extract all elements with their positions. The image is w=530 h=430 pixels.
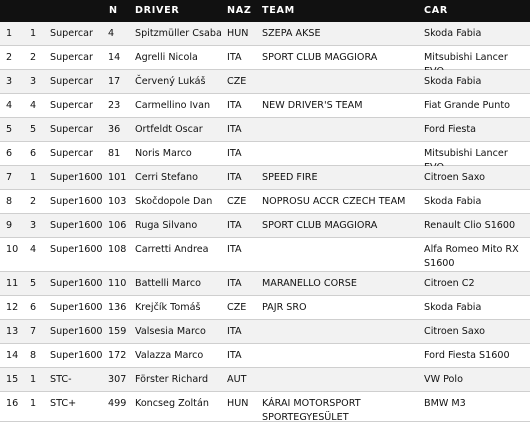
cell-team: NOPROSU ACCR CZECH TEAM xyxy=(262,196,406,207)
table-row xyxy=(0,190,530,214)
cell-class: Supercar xyxy=(50,124,93,135)
cell-class-pos: 3 xyxy=(30,76,37,87)
header-car: CAR xyxy=(424,5,448,16)
cell-class: STC+ xyxy=(50,398,77,409)
cell-pos: 6 xyxy=(6,148,13,159)
cell-naz: ITA xyxy=(227,220,242,231)
cell-pos: 8 xyxy=(6,196,13,207)
cell-team: SPEED FIRE xyxy=(262,172,318,183)
cell-car: Citroen Saxo xyxy=(424,172,485,183)
cell-class: Super1600 xyxy=(50,196,103,207)
cell-num: 36 xyxy=(108,124,121,135)
cell-team: SZEPA AKSE xyxy=(262,28,321,39)
cell-class: Supercar xyxy=(50,52,93,63)
table-row xyxy=(0,296,530,320)
cell-num: 307 xyxy=(108,374,127,385)
cell-car: Renault Clio S1600 xyxy=(424,220,516,231)
cell-pos: 10 xyxy=(6,244,19,255)
cell-driver: Červený Lukáš xyxy=(135,76,206,87)
cell-team: NEW DRIVER'S TEAM xyxy=(262,100,363,111)
header-driver: DRIVER xyxy=(135,5,180,16)
cell-naz: ITA xyxy=(227,172,242,183)
table-row xyxy=(0,344,530,368)
cell-pos: 13 xyxy=(6,326,19,337)
cell-pos: 5 xyxy=(6,124,13,135)
cell-class: Supercar xyxy=(50,100,93,111)
table-row xyxy=(0,118,530,142)
cell-pos: 11 xyxy=(6,278,19,289)
cell-num: 81 xyxy=(108,148,121,159)
cell-team: MARANELLO CORSE xyxy=(262,278,357,289)
cell-class: Super1600 xyxy=(50,326,103,337)
header-team: TEAM xyxy=(262,5,295,16)
cell-pos: 14 xyxy=(6,350,19,361)
table-row xyxy=(0,22,530,46)
cell-team: KÁRAI MOTORSPORT SPORTEGYESÜLET xyxy=(262,398,361,423)
cell-driver: Valsesia Marco xyxy=(135,326,206,337)
cell-class-pos: 1 xyxy=(30,374,37,385)
cell-naz: ITA xyxy=(227,278,242,289)
cell-class: Supercar xyxy=(50,76,93,87)
table-row xyxy=(0,392,530,422)
cell-driver: Cerri Stefano xyxy=(135,172,198,183)
cell-driver: Spitzmüller Csaba xyxy=(135,28,222,39)
cell-class-pos: 2 xyxy=(30,52,37,63)
cell-num: 159 xyxy=(108,326,127,337)
cell-naz: HUN xyxy=(227,28,249,39)
cell-class-pos: 1 xyxy=(30,398,37,409)
cell-naz: HUN xyxy=(227,398,249,409)
cell-num: 108 xyxy=(108,244,127,255)
cell-class: Super1600 xyxy=(50,220,103,231)
cell-driver: Ruga Silvano xyxy=(135,220,198,231)
cell-pos: 9 xyxy=(6,220,13,231)
cell-class-pos: 7 xyxy=(30,326,37,337)
table-header xyxy=(0,0,530,22)
cell-driver: Ortfeldt Oscar xyxy=(135,124,203,135)
cell-driver: Battelli Marco xyxy=(135,278,201,289)
cell-num: 14 xyxy=(108,52,121,63)
cell-pos: 1 xyxy=(6,28,13,39)
cell-num: 106 xyxy=(108,220,127,231)
cell-pos: 12 xyxy=(6,302,19,313)
cell-driver: Carmellino Ivan xyxy=(135,100,211,111)
cell-naz: CZE xyxy=(227,196,247,207)
cell-car: VW Polo xyxy=(424,374,463,385)
cell-pos: 3 xyxy=(6,76,13,87)
cell-class: Supercar xyxy=(50,28,93,39)
table-row xyxy=(0,368,530,392)
cell-pos: 7 xyxy=(6,172,13,183)
cell-naz: CZE xyxy=(227,76,247,87)
table-row xyxy=(0,272,530,296)
table-row xyxy=(0,166,530,190)
cell-driver: Koncseg Zoltán xyxy=(135,398,209,409)
cell-class: Super1600 xyxy=(50,172,103,183)
cell-pos: 4 xyxy=(6,100,13,111)
cell-driver: Skočdopole Dan xyxy=(135,196,213,207)
cell-class-pos: 1 xyxy=(30,28,37,39)
cell-car: Alfa Romeo Mito RX S1600 xyxy=(424,244,519,269)
cell-class-pos: 4 xyxy=(30,100,37,111)
table-row xyxy=(0,320,530,344)
cell-car: Citroen C2 xyxy=(424,278,475,289)
cell-car: Skoda Fabia xyxy=(424,28,482,39)
cell-car: Ford Fiesta S1600 xyxy=(424,350,510,361)
cell-car: Skoda Fabia xyxy=(424,302,482,313)
cell-driver: Agrelli Nicola xyxy=(135,52,198,63)
cell-class-pos: 1 xyxy=(30,172,37,183)
cell-num: 110 xyxy=(108,278,127,289)
table-row xyxy=(0,214,530,238)
cell-class-pos: 5 xyxy=(30,124,37,135)
cell-class-pos: 4 xyxy=(30,244,37,255)
cell-naz: ITA xyxy=(227,100,242,111)
cell-naz: ITA xyxy=(227,350,242,361)
table-row xyxy=(0,238,530,272)
cell-car: Skoda Fabia xyxy=(424,196,482,207)
cell-class: Super1600 xyxy=(50,302,103,313)
cell-num: 4 xyxy=(108,28,115,39)
table-row xyxy=(0,94,530,118)
cell-class-pos: 8 xyxy=(30,350,37,361)
cell-num: 23 xyxy=(108,100,121,111)
cell-pos: 15 xyxy=(6,374,19,385)
table-row xyxy=(0,70,530,94)
cell-class: Super1600 xyxy=(50,244,103,255)
table-row xyxy=(0,46,530,70)
cell-team: SPORT CLUB MAGGIORA xyxy=(262,220,378,231)
cell-num: 103 xyxy=(108,196,127,207)
cell-driver: Noris Marco xyxy=(135,148,192,159)
cell-num: 499 xyxy=(108,398,127,409)
cell-class-pos: 5 xyxy=(30,278,37,289)
cell-class-pos: 6 xyxy=(30,148,37,159)
cell-car: Ford Fiesta xyxy=(424,124,476,135)
cell-car: Citroen Saxo xyxy=(424,326,485,337)
cell-naz: CZE xyxy=(227,302,247,313)
cell-naz: ITA xyxy=(227,148,242,159)
cell-car: BMW M3 xyxy=(424,398,466,409)
cell-class-pos: 6 xyxy=(30,302,37,313)
header-naz: NAZ xyxy=(227,5,252,16)
cell-num: 172 xyxy=(108,350,127,361)
cell-naz: ITA xyxy=(227,52,242,63)
header-num: N xyxy=(109,5,118,16)
cell-naz: ITA xyxy=(227,124,242,135)
cell-driver: Carretti Andrea xyxy=(135,244,209,255)
cell-team: PAJR SRO xyxy=(262,302,307,313)
cell-class-pos: 3 xyxy=(30,220,37,231)
cell-car: Mitsubishi Lancer xyxy=(424,148,508,159)
cell-driver: Förster Richard xyxy=(135,374,209,385)
cell-class: Super1600 xyxy=(50,350,103,361)
cell-num: 101 xyxy=(108,172,127,183)
cell-class: STC- xyxy=(50,374,72,385)
cell-naz: ITA xyxy=(227,244,242,255)
cell-driver: Valazza Marco xyxy=(135,350,204,361)
cell-class: Supercar xyxy=(50,148,93,159)
cell-car: Skoda Fabia xyxy=(424,76,482,87)
cell-class: Super1600 xyxy=(50,278,103,289)
cell-car: Fiat Grande Punto xyxy=(424,100,510,111)
cell-pos: 16 xyxy=(6,398,19,409)
cell-naz: AUT xyxy=(227,374,247,385)
table-row xyxy=(0,142,530,166)
cell-class-pos: 2 xyxy=(30,196,37,207)
cell-team: SPORT CLUB MAGGIORA xyxy=(262,52,378,63)
cell-num: 136 xyxy=(108,302,127,313)
cell-driver: Krejčík Tomáš xyxy=(135,302,201,313)
cell-naz: ITA xyxy=(227,326,242,337)
cell-pos: 2 xyxy=(6,52,13,63)
cell-num: 17 xyxy=(108,76,121,87)
cell-car: Mitsubishi Lancer xyxy=(424,52,508,63)
